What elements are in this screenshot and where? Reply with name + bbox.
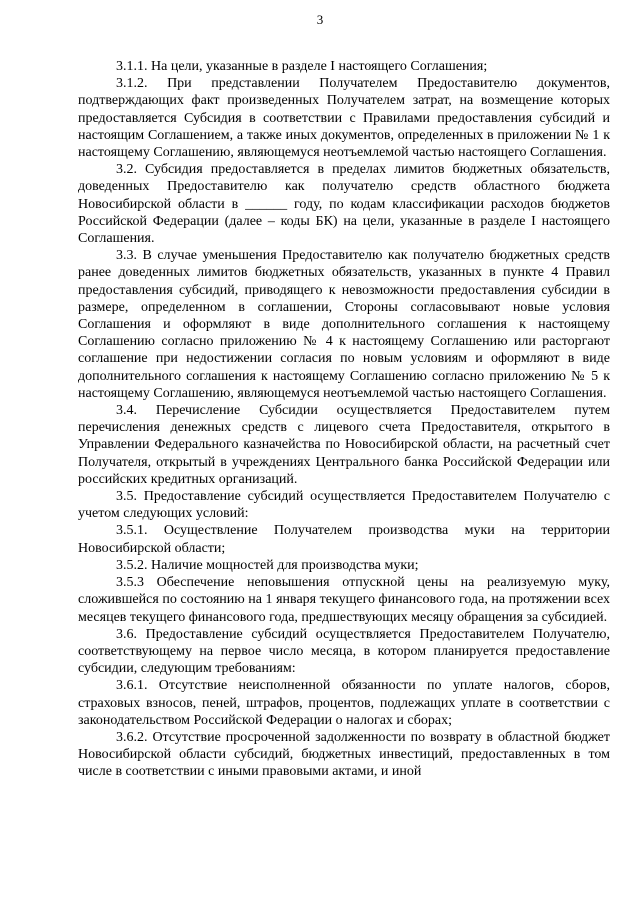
paragraph-3-5: 3.5. Предоставление субсидий осуществляется Предоставителем Получателю с учетом следующих условий:	[78, 489, 610, 522]
paragraph-3-6: 3.6. Предоставление субсидий осуществляется Предоставителем Получателю, соответствующему на первое число месяца, в котором планируется предоставление субсидии, следующим требованиям:	[78, 626, 610, 677]
paragraph-3-6-1: 3.6.1. Отсутствие неисполненной обязанности по уплате налогов, сборов, страховых взносов, пеней, штрафов, процентов, подлежащих уплате в соответствии с законодательством Российской Федерации о налогах и сборах;	[78, 678, 610, 728]
paragraph-3-5-3: 3.5.3 Обеспечение неповышения отпускной цены на реализуемую муку, сложившейся по состоянию на 1 января текущего финансового года, на протяжении всех месяцев текущего финансового года, предшествующих месяцу обращения за субсидией.	[78, 575, 610, 625]
paragraph-3-5-1: 3.5.1. Осуществление Получателем производства муки на территории Новосибирской области;	[78, 523, 610, 556]
paragraph-3-5-2: 3.5.2. Наличие мощностей для производства муки;	[116, 557, 419, 573]
paragraph-3-1-2: 3.1.2. При представлении Получателем Предоставителю документов, подтверждающих факт произведенных Получателем затрат, на возмещение которых предоставляется Субсидия в соответствии с Правилами предоставления субсидий и настоящим Соглашением, а также иных документов, определенных в приложении № 1 к настоящему Соглашению, являющемуся неотъемлемой частью настоящего Соглашения.	[78, 76, 610, 161]
paragraph-3-1-1: 3.1.1. На цели, указанные в разделе I настоящего Соглашения;	[116, 59, 488, 74]
document-body	[78, 58, 610, 781]
paragraph-3-3: 3.3. В случае уменьшения Предоставителю как получателю бюджетных средств ранее доведенных лимитов бюджетных обязательств, указанных в пункте 4 Правил предоставления субсидий, приводящего к невозможности предоставления субсидии в размере, определенном в соглашении, Стороны согласовывают новые условия Соглашения и оформляют в виде дополнительного соглашения к настоящему Соглашению согласно приложению № 4 к настоящему Соглашению или расторгают соглашение при недостижении согласия по новым условиям и оформляют в виде дополнительного соглашения к настоящему Соглашению согласно приложению № 5 к настоящему Соглашению, являющемуся неотъемлемой частью настоящего Соглашения.	[78, 248, 610, 401]
paragraph-3-2: 3.2. Субсидия предоставляется в пределах лимитов бюджетных обязательств, доведенных Предоставителю как получателю средств областного бюджета Новосибирской области в ______ году, по кодам классификации расходов бюджетов Российской Федерации (далее – коды БК) на цели, указанные в разделе I настоящего Соглашения.	[78, 162, 610, 247]
page-number: 3	[316, 12, 324, 27]
paragraph-3-6-2: 3.6.2. Отсутствие просроченной задолженности по возврату в областной бюджет Новосибирской области субсидий, бюджетных инвестиций, предоставленных в том числе в соответствии с иными правовыми актами, и иной	[78, 729, 610, 780]
paragraph-3-4: 3.4. Перечисление Субсидии осуществляется Предоставителем путем перечисления денежных средств с лицевого счета Предоставителя, открытого в Управлении Федерального казначейства по Новосибирской области, на расчетный счет Получателя, открытый в учреждениях Центрального банка Российской Федерации или российских кредитных организаций.	[78, 403, 610, 487]
